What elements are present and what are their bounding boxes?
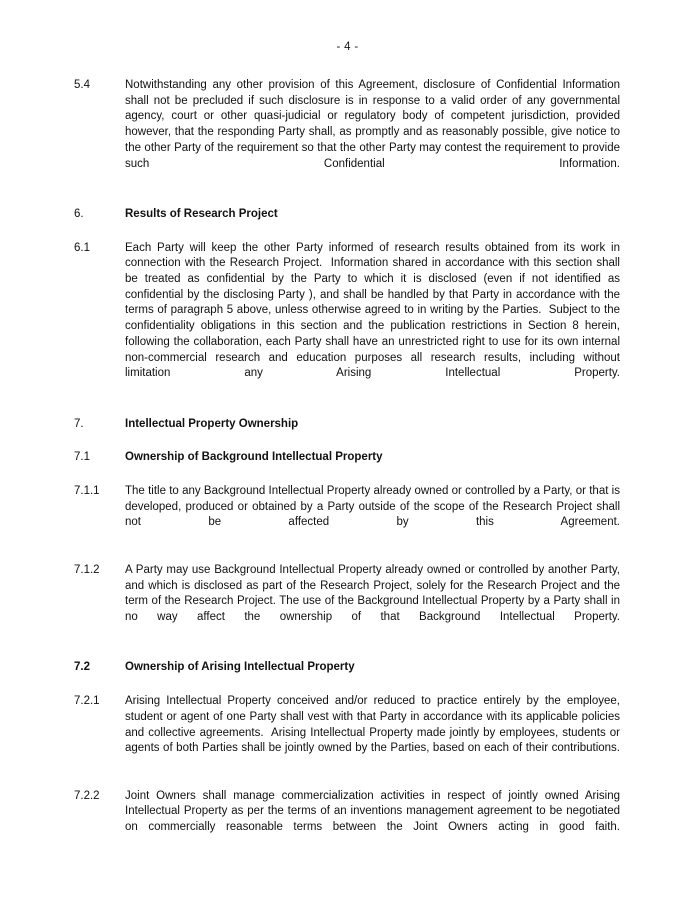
clause-6-1 xyxy=(74,241,624,398)
clause-5-4 xyxy=(74,78,624,188)
clause-number: 5.4 xyxy=(74,79,90,91)
clause-number: 7. xyxy=(74,417,84,430)
clause-7-2-2 xyxy=(74,789,624,852)
clause-7-1-1 xyxy=(74,484,624,547)
clause-number: 6.1 xyxy=(74,241,90,254)
page-number: - 4 - xyxy=(336,41,359,53)
clause-6-heading xyxy=(74,207,620,223)
clause-number: 7.1.2 xyxy=(74,563,100,576)
clause-number: 7.1 xyxy=(74,451,90,464)
clause-text: Results of Research Project xyxy=(125,207,278,220)
clause-number: 7.2.1 xyxy=(74,695,100,708)
clause-number: 7.2.2 xyxy=(74,789,100,802)
clause-number: 7.2 xyxy=(74,661,90,674)
clause-text: A Party may use Background Intellectual Property already owned or controlled by another Party, and which is disclosed as part of the Research Project, solely for the Research Project and the term of the Research Project. The use of the Background Intellectual Property by a Party shall in no way affect the ownership of that Background Intellectual Property. xyxy=(125,563,624,623)
clause-text: Each Party will keep the other Party informed of research results obtained from its work in connection with the Research Project. Information shared in accordance with this section shall be treated as confidential by the Party to which it is disclosed (even if not identified as confidential by the disclosing Party ), and shall be handled by that Party in accordance with the terms of paragraph 5 above, unless otherwise agreed to in writing by the Parties. Subject to the confidentiality obligations in this section and the publication restrictions in Section 8 herein, following the collaboration, each Party shall have an unrestricted right to use for its own internal non-commercial research and education purposes all research results, including without limitation any Arising Intellectual Property. xyxy=(125,241,624,380)
clause-7-2-heading xyxy=(74,660,620,676)
document-body xyxy=(74,78,624,867)
clause-text: Intellectual Property Ownership xyxy=(125,417,299,430)
clause-text: Joint Owners shall manage commercialization activities in respect of jointly owned Arising Intellectual Property as per the terms of an inventions management agreement to be negotiated on commercially reasonable terms between the Joint Owners acting in good faith. xyxy=(125,789,624,834)
clause-text: The title to any Background Intellectual Property already owned or controlled by a Party, or that is developed, produced or obtained by a Party outside of the scope of the Research Project shall not be affected by this Agreement. xyxy=(125,485,624,529)
clause-7-heading xyxy=(74,417,620,433)
clause-text: Ownership of Arising Intellectual Property xyxy=(125,661,355,674)
clause-text: Notwithstanding any other provision of this Agreement, disclosure of Confidential Information shall not be precluded if such disclosure is in response to a valid order of any governmental agency, court or other quasi-judicial or regulatory body of competent jurisdiction, provided however, that the responding Party shall, as promptly and as reasonably possible, give notice to the other Party of the requirement so that the other Party may contest the requirement to provide such Confidential Information. xyxy=(125,79,624,170)
clause-7-2-1 xyxy=(74,694,624,773)
clause-7-1-2 xyxy=(74,563,624,642)
clause-text: Ownership of Background Intellectual Property xyxy=(125,451,383,464)
clause-7-1-heading xyxy=(74,450,620,466)
clause-number: 6. xyxy=(74,207,84,220)
clause-number: 7.1.1 xyxy=(74,485,100,498)
clause-text: Arising Intellectual Property conceived and/or reduced to practice entirely by the employee, student or agent of one Party shall vest with that Party in accordance with its applicable policies and collective agreements. Arising Intellectual Property made jointly by employees, students or agents of both Parties shall be jointly owned by the Parties, based on each of their contributions. xyxy=(125,695,624,755)
